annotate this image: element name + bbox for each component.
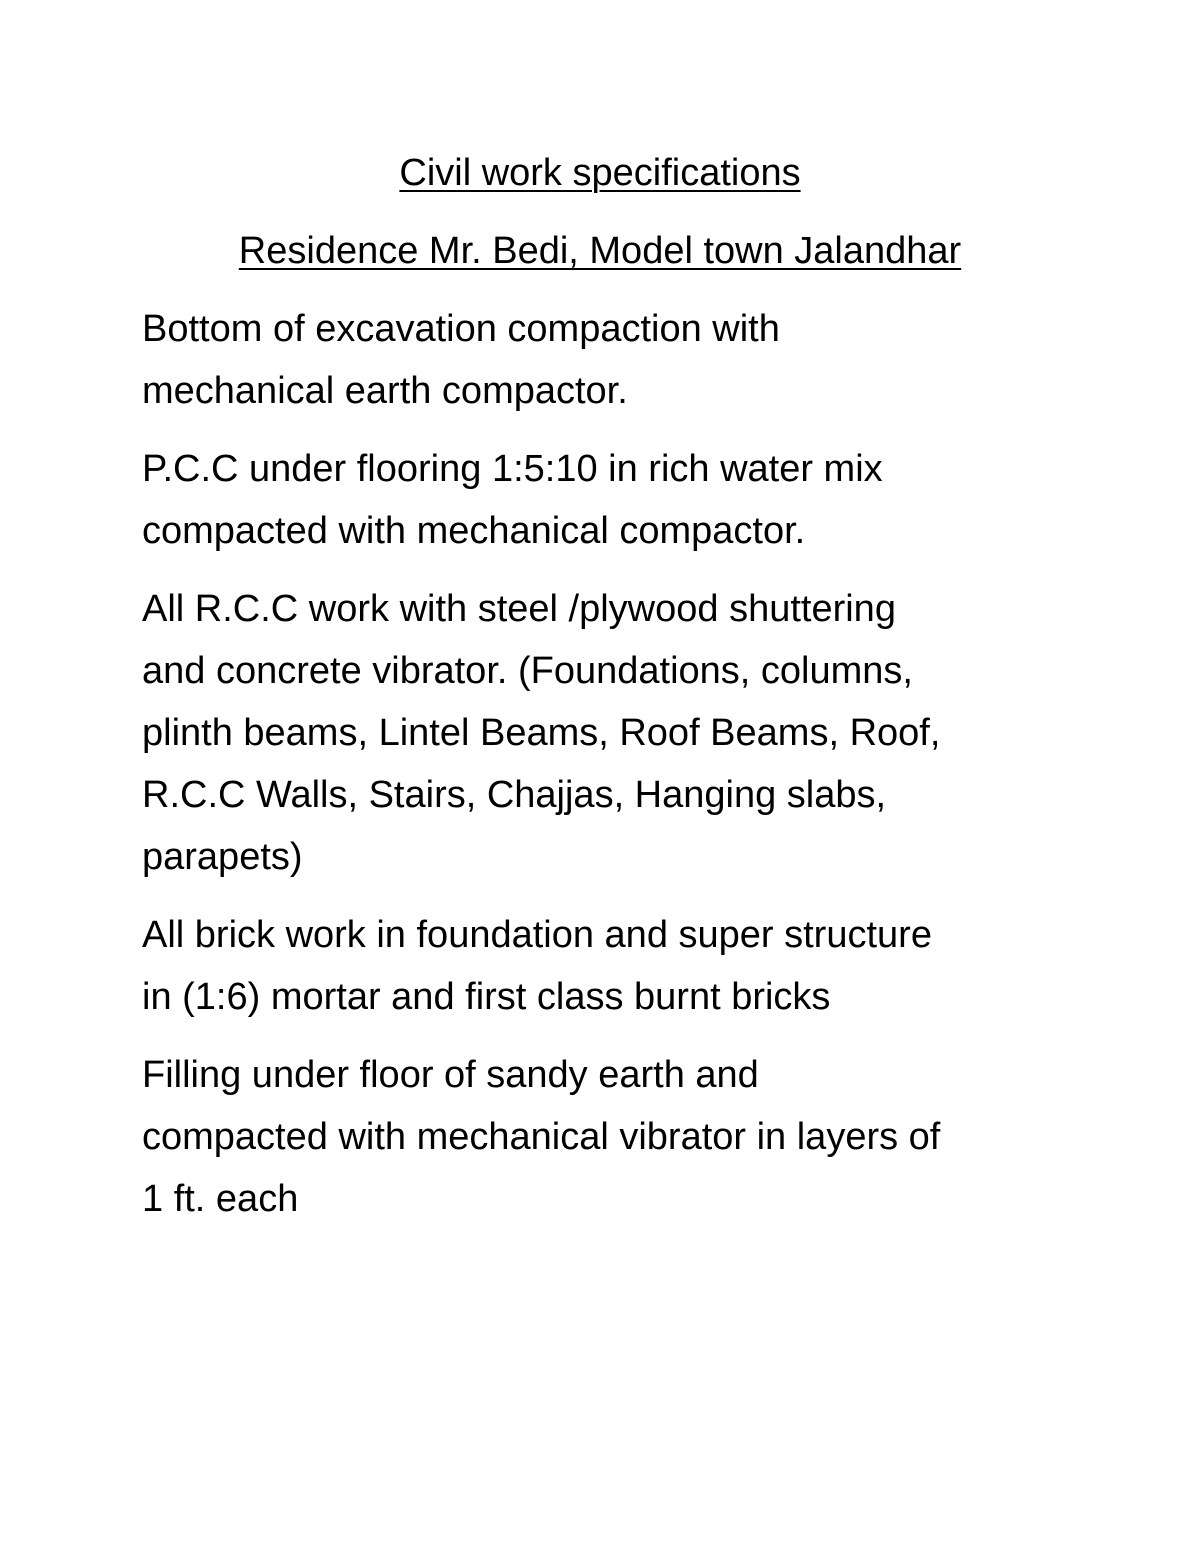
document-subtitle: Residence Mr. Bedi, Model town Jalandhar xyxy=(238,230,962,272)
paragraph-line: compacted with mechanical vibrator in layers of xyxy=(142,1116,941,1158)
paragraph-line: mechanical earth compactor. xyxy=(142,370,628,412)
spec-paragraph-filling xyxy=(142,1044,1102,1230)
spec-paragraph-excavation xyxy=(142,298,1102,422)
paragraph-line: All R.C.C work with steel /plywood shuttering xyxy=(142,588,896,630)
paragraph-line: compacted with mechanical compactor. xyxy=(142,510,806,552)
paragraph-line: and concrete vibrator. (Foundations, columns, xyxy=(142,650,913,692)
document-title: Civil work specifications xyxy=(399,152,801,194)
paragraph-line: P.C.C under flooring 1:5:10 in rich water mix xyxy=(142,448,883,490)
paragraph-line: Filling under floor of sandy earth and xyxy=(142,1054,759,1096)
paragraph-line: plinth beams, Lintel Beams, Roof Beams, Roof, xyxy=(142,712,941,754)
paragraph-line: R.C.C Walls, Stairs, Chajjas, Hanging slabs, xyxy=(142,774,887,816)
paragraph-line: parapets) xyxy=(142,836,303,878)
paragraph-line: 1 ft. each xyxy=(142,1178,299,1220)
spec-paragraph-rcc xyxy=(142,578,1102,888)
paragraph-line: in (1:6) mortar and first class burnt bricks xyxy=(142,976,831,1018)
spec-paragraph-pcc xyxy=(142,438,1102,562)
spec-paragraph-brickwork xyxy=(142,904,1102,1028)
paragraph-line: Bottom of excavation compaction with xyxy=(142,308,780,350)
paragraph-line: All brick work in foundation and super structure xyxy=(142,914,932,956)
